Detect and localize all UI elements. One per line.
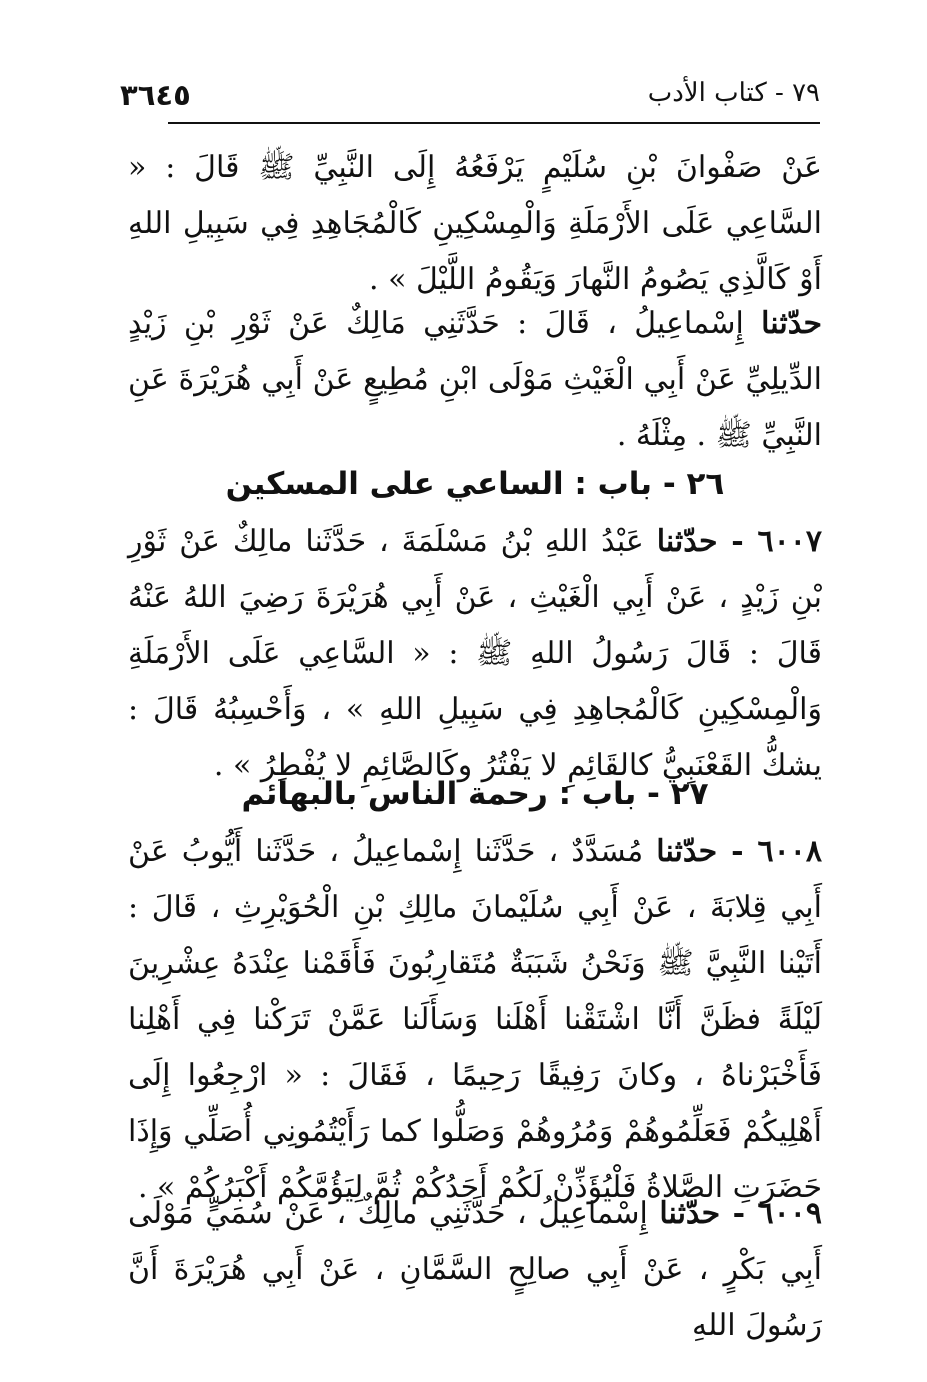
hadith-6007-text: عَبْدُ اللهِ بْنُ مَسْلَمَةَ ، حَدَّثَنا مالِكٌ عَنْ ثَوْرِ بْنِ زَيْدٍ ، عَنْ أَبِي الْغَيْثِ ، عَنْ أَبِي هُرَيْرَةَ رَضِيَ اللهُ عَنْهُ قَالَ : قَالَ رَسُولُ اللهِ ﷺ : « السَّاعِي عَلَى الأَرْمَلَةِ وَالْمِسْكِينِ كَالْمُجاهِدِ فِي سَبِيلِ اللهِ » ، وَأَحْسِبُهُ قَالَ : يشكُّ القَعْنَبِيُّ كالقَائِمِ لا يَفْتُرُ وكَالصَّائِمِ لا يُفْطِرُ » . (128, 524, 822, 783)
hadith-6009 (128, 1186, 822, 1354)
hadith-6008-lead: ٦٠٠٨ - حدّثنا (656, 834, 822, 869)
page-number: ٣٦٤٥ (120, 78, 191, 112)
paragraph-hadith-chain (128, 296, 822, 464)
running-head: ٧٩ - كتاب الأدب (647, 78, 820, 108)
paragraph-continuation: عَنْ صَفْوانَ بْنِ سُلَيْمٍ يَرْفَعُهُ إِلَى النَّبِيِّ ﷺ قَالَ : « السَّاعِي عَلَى الأَرْمَلَةِ وَالْمِسْكِينِ كَالْمُجَاهِدِ فِي سَبِيلِ اللهِ أَوْ كَالَّذِي يَصُومُ النَّهارَ وَيَقُومُ اللَّيْلَ » . (128, 150, 822, 297)
header-rule (168, 122, 820, 124)
hadith-6007-lead: ٦٠٠٧ - حدّثنا (656, 524, 822, 559)
hadith-6008 (128, 824, 822, 1216)
hadith-6007 (128, 514, 822, 794)
chapter-heading-26: ٢٦ - باب : الساعي على المسكين (225, 466, 725, 502)
narration-text: إِسْماعِيلُ ، قَالَ : حَدَّثَنِي مَالِكٌ عَنْ ثَوْرِ بْنِ زَيْدٍ الدِّيلِيِّ عَنْ أَبِي الْغَيْثِ مَوْلَى ابْنِ مُطِيعٍ عَنْ أَبِي هُرَيْرَةَ عَنِ النَّبِيِّ ﷺ . مِثْلَهُ . (128, 306, 822, 453)
hadith-6009-lead: ٦٠٠٩ - حدّثنا (659, 1196, 822, 1231)
chapter-heading-27: ٢٧ - باب : رحمة الناس بالبهائم (241, 776, 709, 812)
page-header (120, 78, 820, 120)
hadith-6009-text: إِسْماعِيلُ ، حَدَّثَنِي مالِكٌ ، عَنْ سُمَيٍّ مَوْلَى أَبِي بَكْرٍ ، عَنْ أَبِي صالِحٍ السَّمَّانِ ، عَنْ أَبِي هُرَيْرَةَ أَنَّ رَسُولَ اللهِ (128, 1196, 822, 1343)
narration-lead: حدّثنا (761, 306, 822, 341)
hadith-6008-text: مُسَدَّدٌ ، حَدَّثَنا إِسْماعِيلُ ، حَدَّثَنا أَيُّوبُ عَنْ أَبِي قِلابَةَ ، عَنْ أَبِي سُلَيْمانَ مالِكِ بْنِ الْحُوَيْرِثِ ، قَالَ : أَتَيْنا النَّبِيَّ ﷺ وَنَحْنُ شَبَبَةٌ مُتَقارِبُونَ فَأَقَمْنا عِنْدَهُ عِشْرِينَ لَيْلَةً فظَنَّ أَنَّا اشْتَقْنا أَهْلَنا وَسَأَلَنا عَمَّنْ تَرَكْنا فِي أَهْلِنا فَأَخْبَرْناهُ ، وكانَ رَفِيقًا رَحِيمًا ، فَقَالَ : « ارْجِعُوا إِلَى أَهْلِيكُمْ فَعَلِّمُوهُمْ وَمُرُوهُمْ وَصَلُّوا كما رَأَيْتُمُونِي أُصَلِّي وَإِذَا حَضَرَتِ الصَّلاةُ فَلْيُؤَذِّنْ لَكُمْ أَحَدُكُمْ ثُمَّ لِيَؤُمَّكُمْ أَكْبَرُكُمْ » . (128, 834, 822, 1205)
